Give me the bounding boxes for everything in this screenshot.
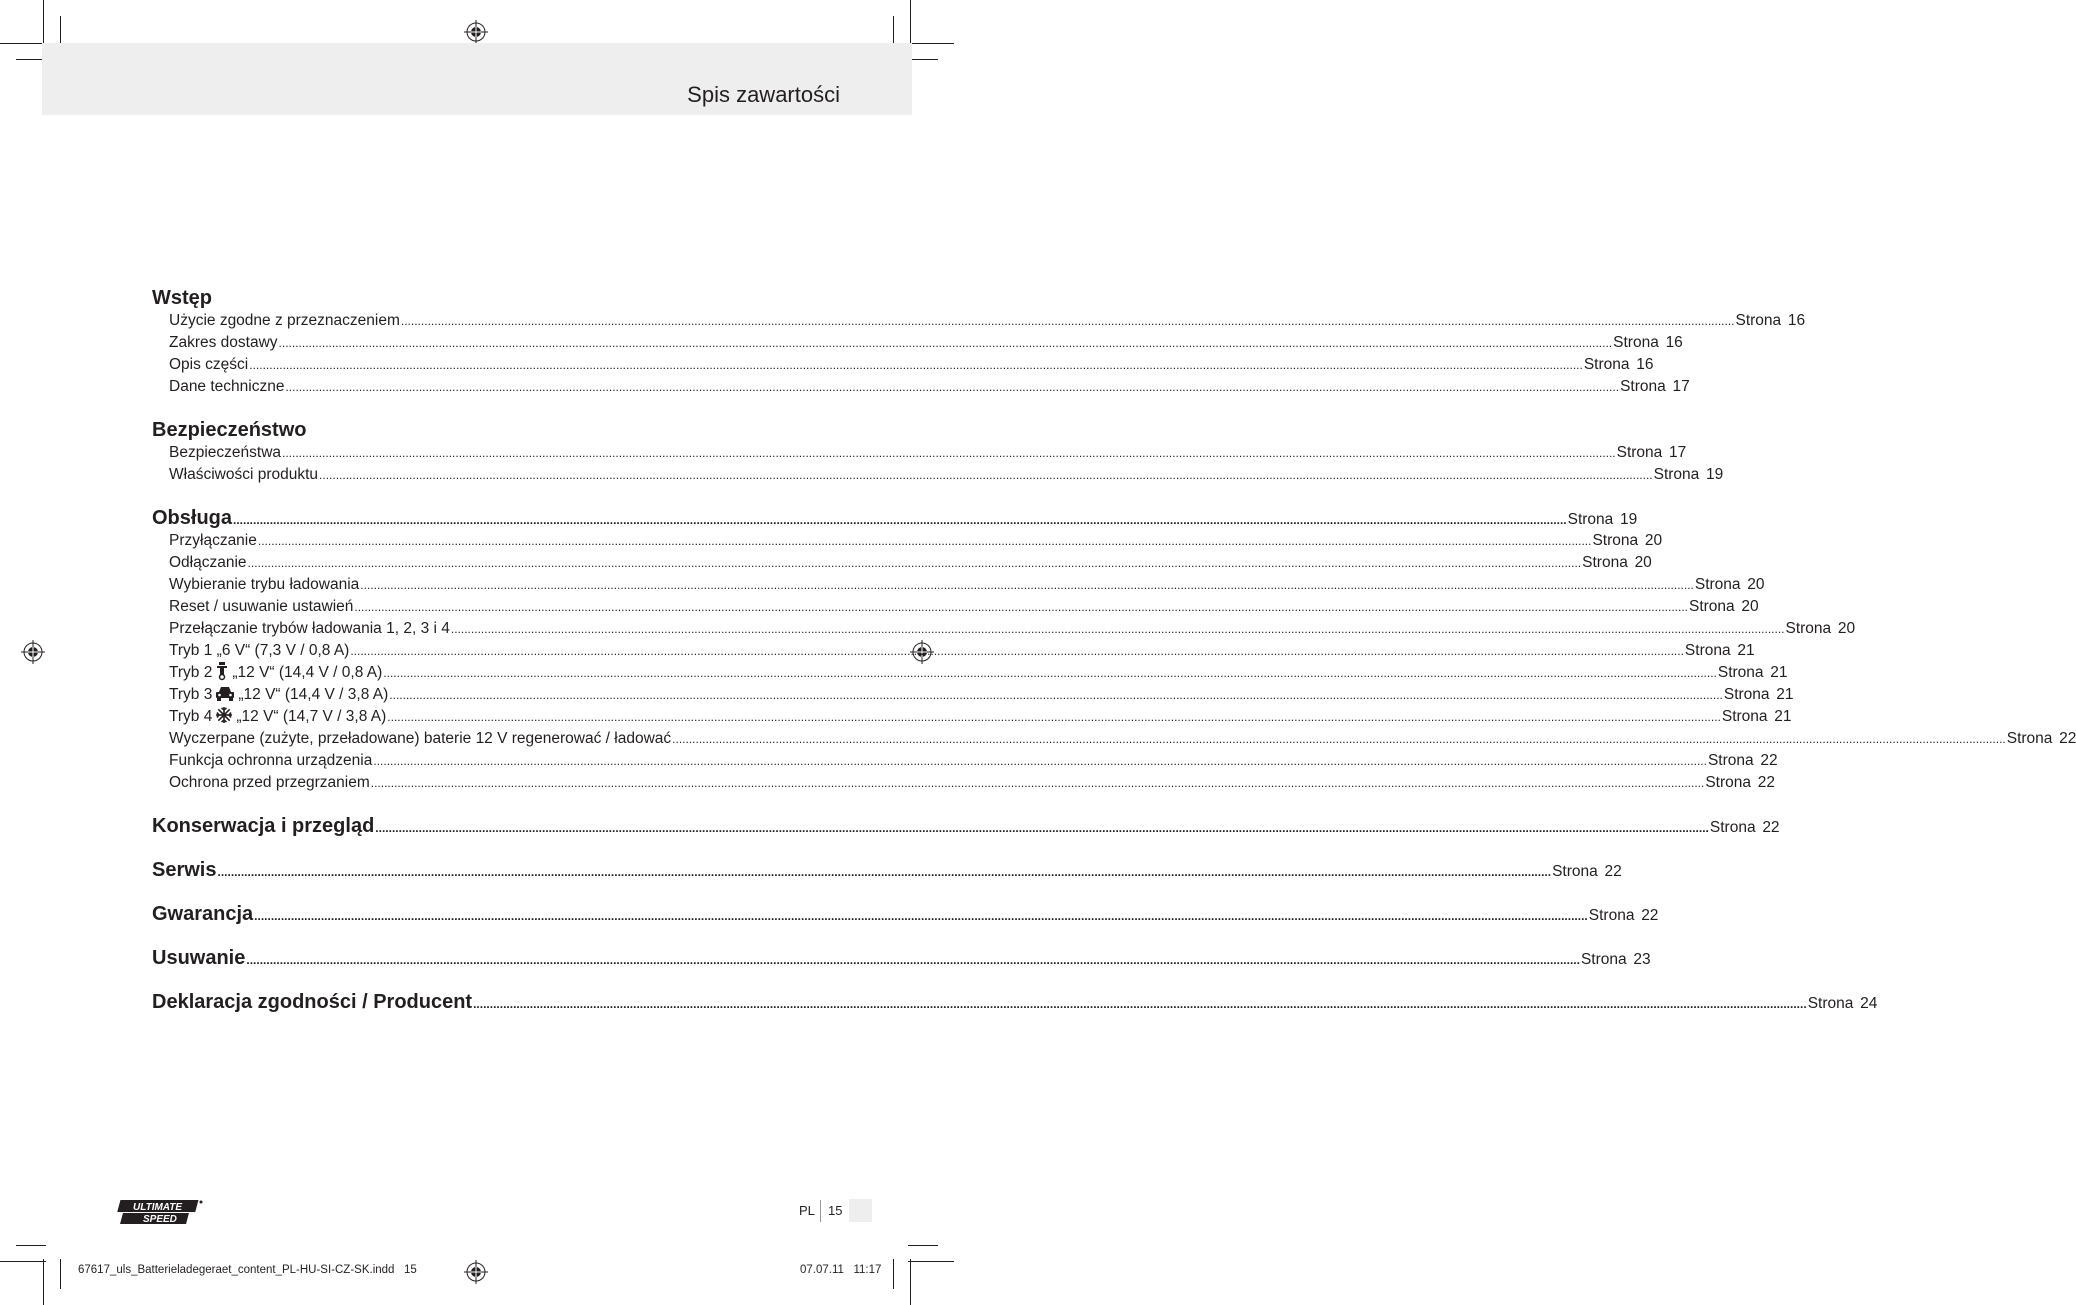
svg-text:ULTIMATE: ULTIMATE	[133, 1202, 183, 1213]
toc-entry[interactable]	[152, 552, 1652, 574]
section-title: Bezpieczeństwo	[152, 419, 307, 441]
registration-mark-icon	[464, 1260, 488, 1284]
entry-label: Bezpieczeństwa	[169, 444, 282, 461]
crop-mark	[893, 1259, 894, 1289]
entry-label: Tryb 1 „6 V“ (7,3 V / 0,8 A)	[169, 642, 350, 659]
registration-mark-icon	[464, 20, 488, 44]
dot-leader: ................................................................................................................................................................................................................................................................................................................................................................................................................	[217, 865, 1552, 879]
ultimate-speed-logo	[113, 1198, 205, 1228]
entry-page: Strona 19	[1653, 466, 1724, 483]
entry-page: Strona 22	[1709, 819, 1780, 836]
entry-label: Przyłączanie	[169, 532, 257, 549]
entry-page: Strona 24	[1807, 995, 1878, 1012]
section-title: Konserwacja i przegląd	[152, 815, 375, 837]
dot-leader: ................................................................................................................................................................................................................................................................................................................................................................................................................	[285, 380, 1620, 394]
toc-entry[interactable]	[152, 464, 1724, 486]
crop-mark	[0, 1261, 46, 1262]
dot-leader: ................................................................................................................................................................................................................................................................................................................................................................................................................	[450, 622, 1785, 636]
section-title: Gwarancja	[152, 903, 254, 925]
section-title: Wstęp	[152, 287, 212, 309]
entry-label: Wyczerpane (zużyte, przeładowane) baterie 12 V regenerować / ładować	[169, 730, 672, 747]
entry-page: Strona 20	[1592, 532, 1663, 549]
dot-leader: ................................................................................................................................................................................................................................................................................................................................................................................................................	[387, 710, 1721, 724]
dot-leader: ................................................................................................................................................................................................................................................................................................................................................................................................................	[319, 468, 1653, 482]
print-slug-file: 67617_uls_Batterieladegeraet_content_PL-HU-SI-CZ-SK.indd 15	[78, 1264, 417, 1276]
crop-mark	[60, 1259, 61, 1289]
toc-entry[interactable]	[152, 662, 1788, 684]
entry-page: Strona 17	[1616, 444, 1687, 461]
page-tab-box	[849, 1199, 872, 1222]
entry-label: Tryb 4 „12 V“ (14,7 V / 3,8 A)	[169, 708, 387, 725]
toc-entry[interactable]	[152, 640, 1755, 662]
dot-leader: ................................................................................................................................................................................................................................................................................................................................................................................................................	[400, 314, 1735, 328]
dot-leader: ................................................................................................................................................................................................................................................................................................................................................................................................................	[233, 513, 1567, 527]
entry-page: Strona 20	[1694, 576, 1765, 593]
toc-entry[interactable]	[152, 354, 1654, 376]
dot-leader: ................................................................................................................................................................................................................................................................................................................................................................................................................	[354, 600, 1688, 614]
toc-entry[interactable]	[152, 596, 1759, 618]
dot-leader: ................................................................................................................................................................................................................................................................................................................................................................................................................	[370, 776, 1705, 790]
entry-page: Strona 22	[2006, 730, 2076, 747]
crop-mark	[910, 1259, 911, 1305]
print-slug-date: 07.07.11 11:17	[800, 1264, 882, 1276]
snowflake-icon	[215, 706, 233, 724]
dot-leader: ................................................................................................................................................................................................................................................................................................................................................................................................................	[360, 578, 1694, 592]
entry-page: Strona 21	[1721, 708, 1792, 725]
dot-leader: ................................................................................................................................................................................................................................................................................................................................................................................................................	[282, 446, 1616, 460]
entry-label: Tryb 2 „12 V“ (14,4 V / 0,8 A)	[169, 664, 383, 681]
svg-text:SPEED: SPEED	[143, 1214, 177, 1225]
dot-leader: ................................................................................................................................................................................................................................................................................................................................................................................................................	[672, 732, 2006, 746]
page-number: 15	[828, 1203, 843, 1218]
entry-page: Strona 20	[1582, 554, 1652, 571]
motorcycle-icon	[215, 662, 229, 680]
toc-section-heading[interactable]	[152, 506, 1638, 530]
dot-leader: ................................................................................................................................................................................................................................................................................................................................................................................................................	[278, 336, 1613, 350]
dot-leader: ................................................................................................................................................................................................................................................................................................................................................................................................................	[383, 666, 1717, 680]
entry-label: Ochrona przed przegrzaniem	[169, 774, 370, 791]
footer-divider	[820, 1200, 821, 1222]
toc-entry[interactable]	[152, 530, 1663, 552]
toc-entry[interactable]	[152, 442, 1687, 464]
entry-page: Strona 20	[1785, 620, 1856, 637]
toc-section-heading[interactable]	[152, 902, 1659, 926]
crop-mark	[43, 1259, 44, 1305]
toc-entry[interactable]	[152, 618, 1856, 640]
dot-leader: ................................................................................................................................................................................................................................................................................................................................................................................................................	[389, 688, 1723, 702]
entry-page: Strona 22	[1588, 907, 1659, 924]
entry-label: Odłączanie	[169, 554, 247, 571]
entry-label: Reset / usuwanie ustawień	[169, 598, 354, 615]
dot-leader: ................................................................................................................................................................................................................................................................................................................................................................................................................	[247, 556, 1582, 570]
dot-leader: ................................................................................................................................................................................................................................................................................................................................................................................................................	[254, 909, 1588, 923]
entry-page: Strona 22	[1705, 774, 1776, 791]
toc-entry[interactable]	[152, 574, 1765, 596]
toc-entry[interactable]	[152, 376, 1690, 398]
page-title: Spis zawartości	[687, 82, 840, 107]
toc-section-heading[interactable]	[152, 990, 1878, 1014]
entry-label: Zakres dostawy	[169, 334, 278, 351]
entry-label: Funkcja ochronna urządzenia	[169, 752, 373, 769]
entry-label: Dane techniczne	[169, 378, 285, 395]
dot-leader: ................................................................................................................................................................................................................................................................................................................................................................................................................	[249, 358, 1583, 372]
entry-page: Strona 16	[1613, 334, 1683, 351]
crop-mark	[910, 0, 911, 46]
toc-entry[interactable]	[152, 684, 1794, 706]
toc-entry[interactable]	[152, 332, 1683, 354]
entry-page: Strona 16	[1583, 356, 1654, 373]
toc-section-heading[interactable]	[152, 286, 796, 310]
registration-mark-icon	[21, 640, 45, 664]
table-of-contents	[152, 286, 2076, 1014]
entry-label: Przełączanie trybów ładowania 1, 2, 3 i 4	[169, 620, 450, 637]
entry-page: Strona 17	[1620, 378, 1690, 395]
toc-section-heading[interactable]	[152, 858, 1622, 882]
crop-mark	[908, 1245, 938, 1246]
entry-page: Strona 20	[1688, 598, 1759, 615]
entry-page: Strona 23	[1580, 951, 1651, 968]
section-title: Serwis	[152, 859, 217, 881]
toc-section-heading[interactable]	[152, 814, 1780, 838]
toc-section-heading[interactable]	[152, 418, 796, 442]
toc-entry[interactable]	[152, 772, 1776, 794]
dot-leader: ................................................................................................................................................................................................................................................................................................................................................................................................................	[257, 534, 1592, 548]
entry-page: Strona 21	[1723, 686, 1794, 703]
dot-leader: ................................................................................................................................................................................................................................................................................................................................................................................................................	[246, 953, 1580, 967]
dot-leader: ................................................................................................................................................................................................................................................................................................................................................................................................................	[373, 754, 1707, 768]
entry-page: Strona 16	[1735, 312, 1806, 329]
crop-mark	[60, 16, 61, 46]
dot-leader: ................................................................................................................................................................................................................................................................................................................................................................................................................	[350, 644, 1684, 658]
dot-leader: ................................................................................................................................................................................................................................................................................................................................................................................................................	[473, 997, 1807, 1011]
entry-page: Strona 21	[1684, 642, 1755, 659]
crop-mark	[908, 1261, 954, 1262]
crop-mark	[43, 0, 44, 46]
toc-entry[interactable]	[152, 750, 1778, 772]
language-code: PL	[799, 1203, 815, 1218]
section-title: Obsługa	[152, 507, 233, 529]
toc-entry[interactable]	[152, 706, 1792, 728]
crop-mark	[0, 43, 46, 44]
car-icon	[215, 686, 235, 702]
entry-label: Wybieranie trybu ładowania	[169, 576, 360, 593]
entry-label: Użycie zgodne z przeznaczeniem	[169, 312, 400, 329]
entry-page: Strona 22	[1707, 752, 1778, 769]
entry-page: Strona 22	[1552, 863, 1622, 880]
section-title: Deklaracja zgodności / Producent	[152, 991, 473, 1013]
entry-label: Opis części	[169, 356, 249, 373]
section-title: Usuwanie	[152, 947, 246, 969]
entry-page: Strona 21	[1717, 664, 1788, 681]
crop-mark	[908, 43, 954, 44]
entry-label: Tryb 3 „12 V“ (14,4 V / 3,8 A)	[169, 686, 389, 703]
crop-mark	[16, 1245, 46, 1246]
crop-mark	[893, 16, 894, 46]
entry-page: Strona 19	[1567, 511, 1638, 528]
entry-label: Właściwości produktu	[169, 466, 319, 483]
dot-leader: ................................................................................................................................................................................................................................................................................................................................................................................................................	[375, 821, 1709, 835]
toc-entry[interactable]	[152, 310, 1806, 332]
toc-section-heading[interactable]	[152, 946, 1651, 970]
crop-mark	[908, 59, 938, 60]
toc-entry[interactable]	[152, 728, 2076, 750]
